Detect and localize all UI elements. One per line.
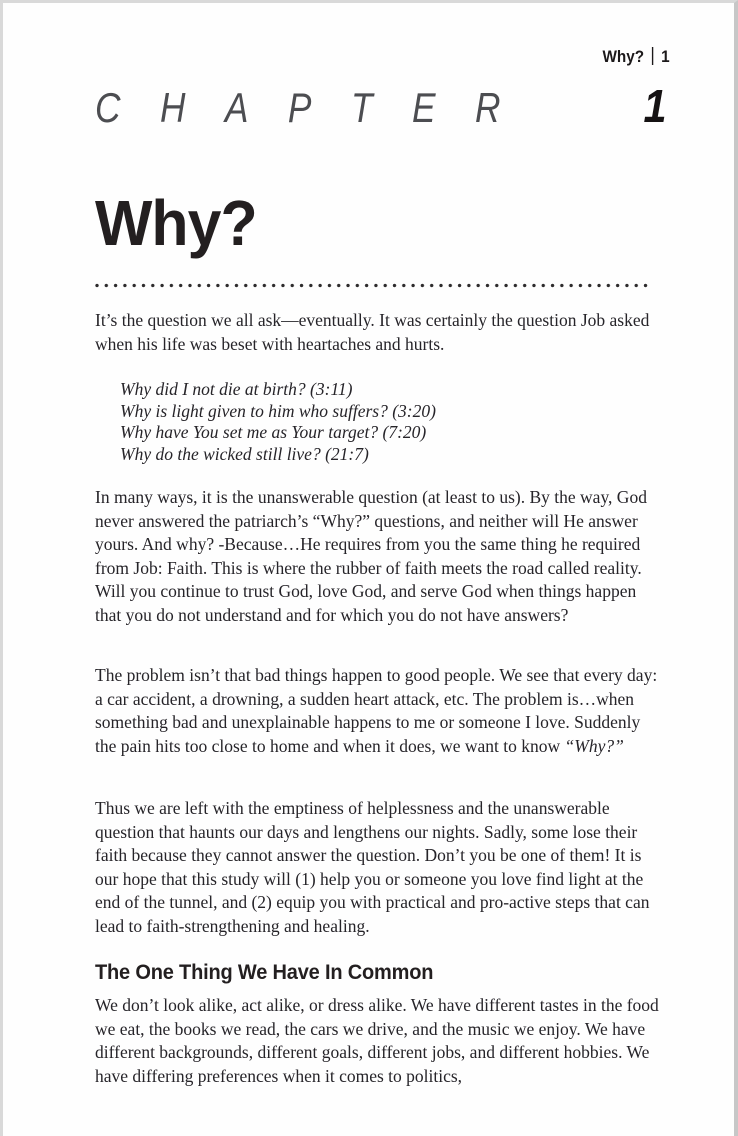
page-number: 1 xyxy=(661,47,670,66)
paragraph-the-problem-text: The problem isn’t that bad things happen to good people. We see that every day: a car accident, a drowning, a sudden heart attack, etc. The problem is…when something bad and unexplainable happens to me or someone I love. Suddenly the pain hits too close to home and when it does, we want to know xyxy=(95,665,658,756)
section-paragraph: We don’t look alike, act alike, or dress alike. We have different tastes in the food we eat, the books we read, the cars we drive, and the music we enjoy. We have different backgrounds, different goals, different jobs, and different hobbies. We have differing preferences when it comes to politics, xyxy=(95,995,659,1086)
chapter-label: CHAPTER xyxy=(95,84,540,131)
header-separator: | xyxy=(650,45,656,66)
intro-paragraph: It’s the question we all ask—eventually. It was certainly the question Job asked when his life was beset with heartaches and hurts. xyxy=(95,310,650,354)
chapter-title: Why? xyxy=(95,187,257,259)
paragraph-emptiness: Thus we are left with the emptiness of helplessness and the unanswerable question that haunts our days and lengthens our nights. Sadly, some lose their faith because they cannot answer the question. Don’t you be one of them! It is our hope that this study will (1) help you or someone you love find light at the end of the tunnel, and (2) equip you with practical and pro-active steps that can lead to faith-strengthening and healing. xyxy=(95,798,650,936)
quote-line: Why do the wicked still live? (21:7) xyxy=(120,443,369,464)
chapter-number: 1 xyxy=(643,80,667,132)
dotted-rule xyxy=(95,283,652,288)
paragraph-unanswerable-question: In many ways, it is the unanswerable question (at least to us). By the way, God never answered the patriarch’s “Why?” questions, and neither will He answer yours. And why? -Because…He requires from you the same thing he required from Job: Faith. This is where the rubber of faith meets the road called reality. Will you continue to trust God, love God, and serve God when things happen that you do not understand and for which you do not have answers? xyxy=(95,487,647,625)
scripture-quote xyxy=(120,379,436,465)
chapter-heading xyxy=(95,80,667,132)
paragraph-the-problem xyxy=(95,664,660,758)
section-heading: The One Thing We Have In Common xyxy=(95,960,434,984)
running-title: Why? xyxy=(602,47,645,66)
quote-line: Why did I not die at birth? (3:11) xyxy=(120,379,353,399)
page-header xyxy=(603,47,670,66)
quote-line: Why have You set me as Your target? (7:20) xyxy=(120,422,427,442)
quote-line: Why is light given to him who suffers? (3:20) xyxy=(120,400,436,421)
paragraph-the-problem-italic: “Why?” xyxy=(564,735,624,756)
